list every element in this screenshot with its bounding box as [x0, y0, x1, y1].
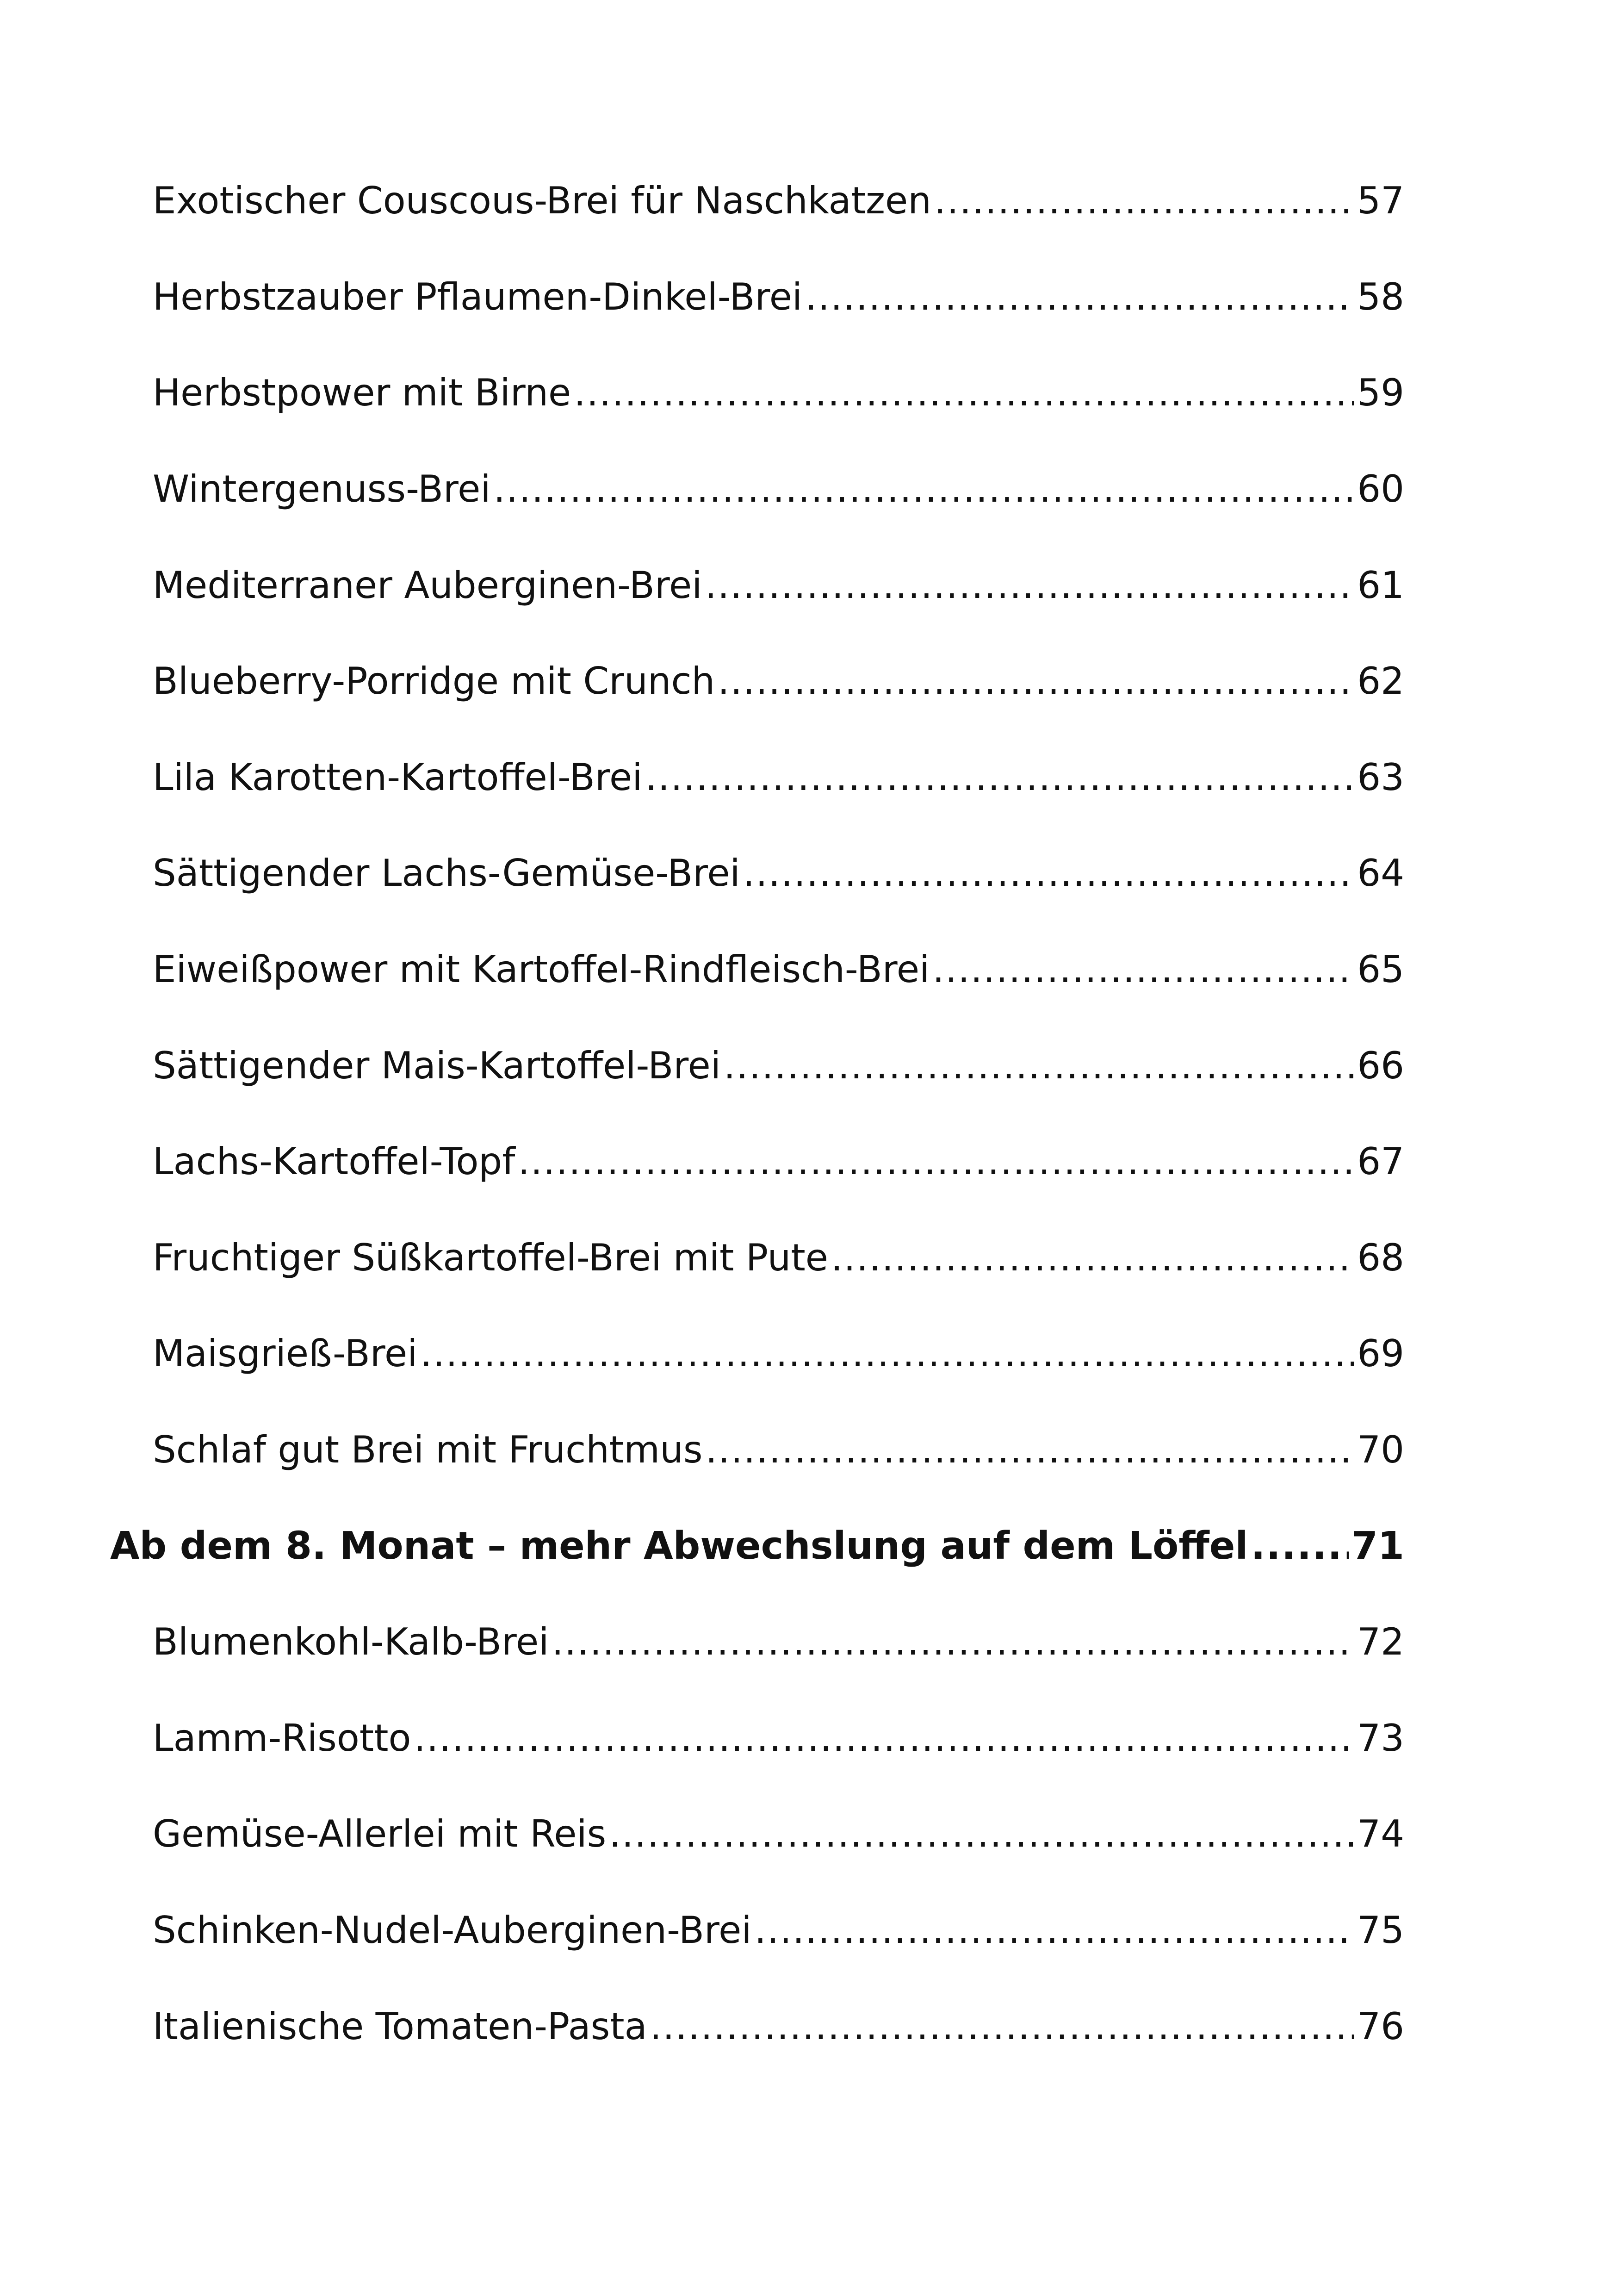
toc-entry [110, 1594, 1404, 1690]
toc-entry-page: 64 [1357, 852, 1404, 895]
toc-entry-title: Lamm-Risotto [153, 1716, 411, 1760]
toc-entry [110, 441, 1404, 537]
toc-entry-page: 72 [1357, 1620, 1404, 1664]
dot-leader [718, 660, 1354, 703]
toc-entry-title: Schinken-Nudel-Auberginen-Brei [153, 1908, 752, 1952]
toc-entry-title: Sättigender Lachs-Gemüse-Brei [153, 852, 740, 895]
dot-leader [494, 467, 1355, 510]
dot-leader [518, 1140, 1354, 1183]
dot-leader [414, 1717, 1354, 1760]
dot-leader [831, 1236, 1354, 1279]
toc-entry [110, 249, 1404, 345]
toc-entry [110, 1017, 1404, 1114]
toc-entry-title: Blueberry-Porridge mit Crunch [153, 660, 715, 703]
toc-entry-title: Maisgrieß-Brei [153, 1332, 418, 1375]
toc-entry-page: 58 [1357, 275, 1404, 318]
toc-entry [110, 153, 1404, 249]
dot-leader [650, 2005, 1355, 2048]
toc-entry-page: 62 [1357, 660, 1404, 703]
table-of-contents [110, 153, 1404, 2074]
toc-entry [110, 1978, 1404, 2074]
toc-entry [110, 729, 1404, 826]
toc-entry [110, 1210, 1404, 1306]
toc-entry-title: Gemüse-Allerlei mit Reis [153, 1812, 607, 1856]
dot-leader [1251, 1524, 1349, 1568]
dot-leader [645, 756, 1354, 799]
dot-leader [574, 371, 1354, 414]
dot-leader [934, 179, 1354, 222]
toc-entry [110, 1786, 1404, 1882]
toc-entry-title: Fruchtiger Süßkartoffel-Brei mit Pute [153, 1236, 828, 1279]
toc-entry-title: Herbstpower mit Birne [153, 371, 571, 415]
toc-entry [110, 1402, 1404, 1498]
dot-leader [932, 948, 1354, 991]
toc-entry-page: 65 [1357, 948, 1404, 991]
toc-entry [110, 1882, 1404, 1979]
toc-entry-title: Wintergenuss-Brei [153, 467, 491, 511]
toc-entry-title: Schlaf gut Brei mit Fruchtmus [153, 1428, 703, 1472]
dot-leader [552, 1620, 1354, 1663]
toc-entry [110, 921, 1404, 1018]
dot-leader [705, 564, 1355, 607]
toc-entry-page: 67 [1357, 1140, 1404, 1183]
toc-chapter-page: 71 [1351, 1524, 1404, 1568]
toc-entry [110, 825, 1404, 921]
dot-leader [755, 1909, 1355, 1952]
toc-entry-title: Herbstzauber Pflaumen-Dinkel-Brei [153, 275, 803, 318]
toc-entry-title: Lachs-Kartoffel-Topf [153, 1140, 515, 1183]
toc-entry-page: 61 [1357, 563, 1404, 607]
toc-entry-page: 59 [1357, 371, 1404, 415]
toc-entry [110, 1114, 1404, 1210]
toc-entry-title: Italienische Tomaten-Pasta [153, 2004, 647, 2048]
toc-entry-page: 70 [1357, 1428, 1404, 1472]
dot-leader [724, 1044, 1354, 1087]
toc-entry-page: 60 [1357, 467, 1404, 511]
toc-entry [110, 345, 1404, 441]
toc-entry-page: 66 [1357, 1044, 1404, 1087]
toc-entry-title: Lila Karotten-Kartoffel-Brei [153, 755, 643, 799]
dot-leader [706, 1428, 1355, 1471]
toc-entry-page: 57 [1357, 179, 1404, 223]
toc-entry [110, 1306, 1404, 1402]
toc-chapter-heading [110, 1498, 1404, 1594]
toc-entry-page: 68 [1357, 1236, 1404, 1279]
toc-entry-page: 73 [1357, 1716, 1404, 1760]
toc-entry-page: 76 [1357, 2004, 1404, 2048]
toc-chapter-title: Ab dem 8. Monat – mehr Abwechslung auf dem Löffel [110, 1524, 1248, 1568]
toc-entry [110, 633, 1404, 729]
toc-entry-title: Blumenkohl-Kalb-Brei [153, 1620, 549, 1664]
toc-entry-page: 63 [1357, 755, 1404, 799]
dot-leader [805, 275, 1354, 318]
toc-entry-title: Eiweißpower mit Kartoffel-Rindfleisch-Brei [153, 948, 930, 991]
toc-entry-title: Exotischer Couscous-Brei für Naschkatzen [153, 179, 931, 223]
dot-leader [420, 1332, 1354, 1375]
dot-leader [609, 1812, 1354, 1855]
toc-entry-page: 69 [1357, 1332, 1404, 1375]
toc-entry [110, 1690, 1404, 1786]
dot-leader [743, 852, 1354, 895]
toc-entry [110, 537, 1404, 633]
toc-entry-title: Mediterraner Auberginen-Brei [153, 563, 702, 607]
toc-entry-title: Sättigender Mais-Kartoffel-Brei [153, 1044, 721, 1087]
toc-entry-page: 75 [1357, 1908, 1404, 1952]
toc-entry-page: 74 [1357, 1812, 1404, 1856]
